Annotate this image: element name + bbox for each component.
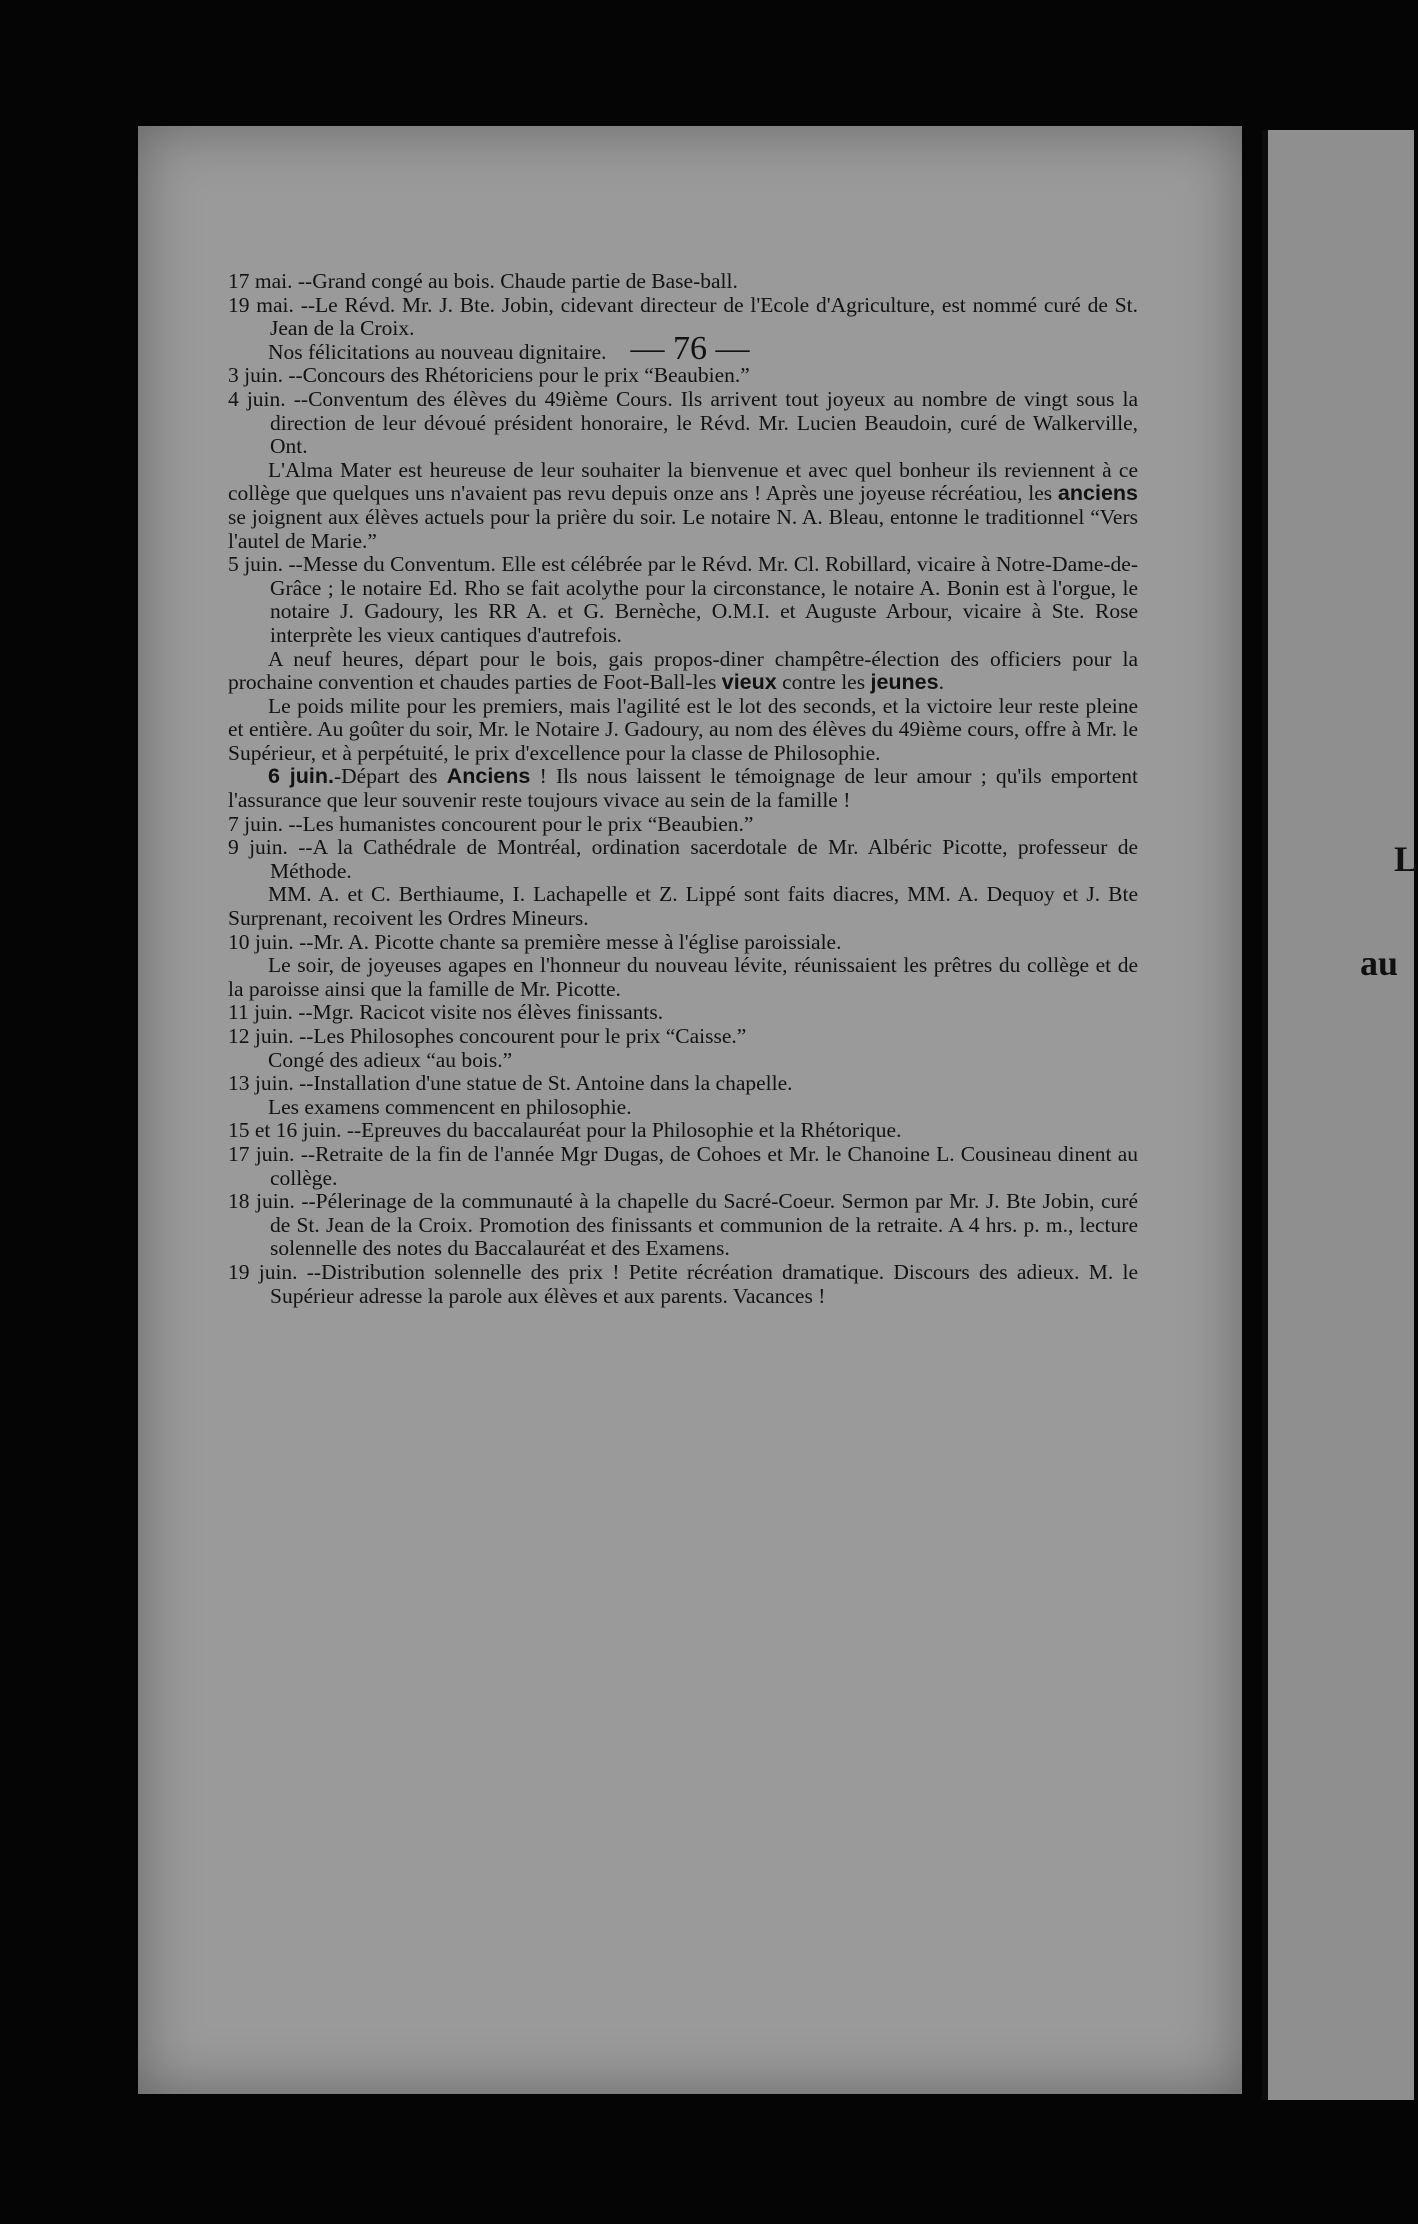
text-run: contre les [776, 670, 871, 695]
entry-date: 17 mai. [228, 269, 293, 293]
entry [228, 1119, 1138, 1143]
entry-paragraph: Congé des adieux “au bois.” [268, 1047, 513, 1072]
entry [228, 813, 1138, 837]
entry [228, 364, 1138, 388]
entry-paragraph [228, 459, 1138, 553]
page-number: — 76 — [630, 330, 750, 367]
entry [228, 553, 1138, 647]
entry-date: 5 juin. [228, 552, 284, 577]
entry-paragraph [228, 765, 1138, 812]
entry-text: --A la Cathédrale de Montréal, ordination sacerdotale de Mr. Albéric Picotte, professeur de Méthode. [270, 835, 1138, 883]
entry [228, 1001, 1138, 1025]
entry-date: 10 juin. [228, 929, 294, 954]
entry-paragraph: Le soir, de joyeuses agapes en l'honneur du nouveau lévite, réunissaient les prêtres du collège et de la paroisse ainsi que la famille de Mr. Picotte. [228, 953, 1138, 1001]
facing-page-fragment: au [1360, 943, 1399, 983]
text-run: . [938, 670, 944, 695]
entry-date: 18 juin. [228, 1189, 295, 1214]
entry [228, 388, 1138, 459]
text-run: A neuf heures, départ pour le bois, gais propos-diner champêtre-élection des officiers pour la prochaine convention et chaudes parties de Foot-Ball-les [228, 646, 1138, 695]
entry-text: --Les humanistes concourent pour le prix “Beaubien.” [288, 811, 754, 836]
entry [228, 1143, 1138, 1190]
entry-date: 7 juin. [228, 811, 283, 836]
emphasis-anciens: anciens [1057, 481, 1138, 506]
entry-paragraph: Les examens commencent en philosophie. [268, 1094, 632, 1119]
text-run: L'Alma Mater est heureuse de leur souhaiter la bienvenue et avec quel bonheur ils reviennent à ce collège que quelques uns n'avaient pas revu depuis onze ans ! Après une joyeuse récréatiou, les [228, 457, 1138, 506]
entry-date: 12 juin. [228, 1024, 294, 1048]
entry-date: 15 et 16 juin. [228, 1118, 342, 1143]
entry [228, 1261, 1138, 1308]
entry-date: 3 juin. [228, 363, 283, 388]
entry-date: 6 juin. [268, 764, 334, 789]
entry-text: --Pélerinage de la communauté à la chapelle du Sacré-Coeur. Sermon par Mr. J. Bte Jobin, curé de St. Jean de la Croix. Promotion des finissants et communion de la retraite. A 4 hrs. p. m., lecture solennelle des notes du Baccalauréat et des Examens. [270, 1189, 1138, 1261]
entry-text: --Mr. A. Picotte chante sa première messe à l'église paroissiale. [299, 929, 842, 954]
facing-page-edge [1262, 130, 1418, 2100]
entry [228, 1190, 1138, 1261]
entry [228, 1072, 1138, 1096]
entry-text: --Retraite de la fin de l'année Mgr Dugas, de Cohoes et Mr. le Chanoine L. Cousineau dinent au collège. [270, 1141, 1139, 1190]
entry-date: 13 juin. [228, 1071, 294, 1096]
entry-date: 11 juin. [228, 1000, 293, 1025]
entry-date: 17 juin. [228, 1141, 295, 1166]
entry-date: 9 juin. [228, 835, 288, 860]
emphasis-jeunes: jeunes [870, 670, 939, 695]
entry-text: --Conventum des élèves du 49ième Cours. Ils arrivent tout joyeux au nombre de vingt sous la direction de leur dévoué président honoraire, le Révd. Mr. Lucien Beaudoin, curé de Walkerville, Ont. [270, 386, 1139, 459]
emphasis-vieux: vieux [721, 670, 777, 695]
entry-text: --Concours des Rhétoriciens pour le prix “Beaubien.” [288, 363, 750, 388]
entry-text: --Le Révd. Mr. J. Bte. Jobin, cidevant directeur de l'Ecole d'Agriculture, est nommé curé de St. Jean de la Croix. [270, 292, 1139, 341]
text-run: se joignent aux élèves actuels pour la prière du soir. Le notaire N. A. Bleau, entonne le traditionnel “Vers l'autel de Marie.” [228, 504, 1138, 553]
text-run: ! Ils nous laissent le témoignage de leur amour ; qu'ils emportent l'assurance que leur souvenir reste toujours vivace au sein de la famille ! [228, 764, 1138, 813]
entry-paragraph: Le poids milite pour les premiers, mais l'agilité est le lot des seconds, et la victoire leur reste pleine et entière. Au goûter du soir, Mr. le Notaire J. Gadoury, au nom des élèves du 49ième cours, offre à Mr. le Supérieur, et à perpétuité, le prix d'excellence pour la classe de Philosophie. [228, 693, 1138, 765]
entry-text: --Distribution solennelle des prix ! Petite récréation dramatique. Discours des adieux. M. le Supérieur adresse la parole aux élèves et aux parents. Vacances ! [270, 1259, 1138, 1308]
text-run: -Départ des [333, 764, 447, 789]
entry-date: 4 juin. [228, 386, 286, 411]
entry [228, 931, 1138, 955]
entry-paragraph: Nos félicitations au nouveau dignitaire. [268, 339, 607, 364]
entry [228, 294, 1138, 341]
facing-page-fragment: L [1394, 839, 1418, 879]
entry-paragraph [228, 648, 1138, 695]
entry-date: 19 mai. [228, 292, 294, 317]
emphasis-anciens: Anciens [446, 764, 531, 789]
entry-text: --Epreuves du baccalauréat pour la Philosophie et la Rhétorique. [346, 1118, 902, 1143]
chronicle-text [228, 270, 1138, 1308]
entry-date: 19 juin. [228, 1259, 298, 1284]
entry-text: --Installation d'une statue de St. Antoine dans la chapelle. [299, 1071, 793, 1096]
entry [228, 1025, 1138, 1049]
entry-paragraph: MM. A. et C. Berthiaume, I. Lachapelle et Z. Lippé sont faits diacres, MM. A. Dequoy et J. Bte Surprenant, recoivent les Ordres Mineurs. [228, 882, 1138, 931]
entry-text: --Grand congé au bois. Chaude partie de Base-ball. [297, 269, 738, 293]
entry [228, 270, 1138, 294]
entry-text: --Messe du Conventum. Elle est célébrée par le Révd. Mr. Cl. Robillard, vicaire à Notre-Dame-de-Grâce ; le notaire Ed. Rho se fait acolythe pour la circonstance, le notaire A. Bonin est à l'orgue, le notaire J. Gadoury, les RR A. et G. Bernèche, O.M.I. et Auguste Arbour, vicaire à Ste. Rose interprète les vieux cantiques d'autrefois. [270, 552, 1139, 647]
entry-text: --Les Philosophes concourent pour le prix “Caisse.” [299, 1024, 747, 1048]
entry [228, 836, 1138, 883]
entry-text: --Mgr. Racicot visite nos élèves finissants. [298, 1000, 664, 1025]
